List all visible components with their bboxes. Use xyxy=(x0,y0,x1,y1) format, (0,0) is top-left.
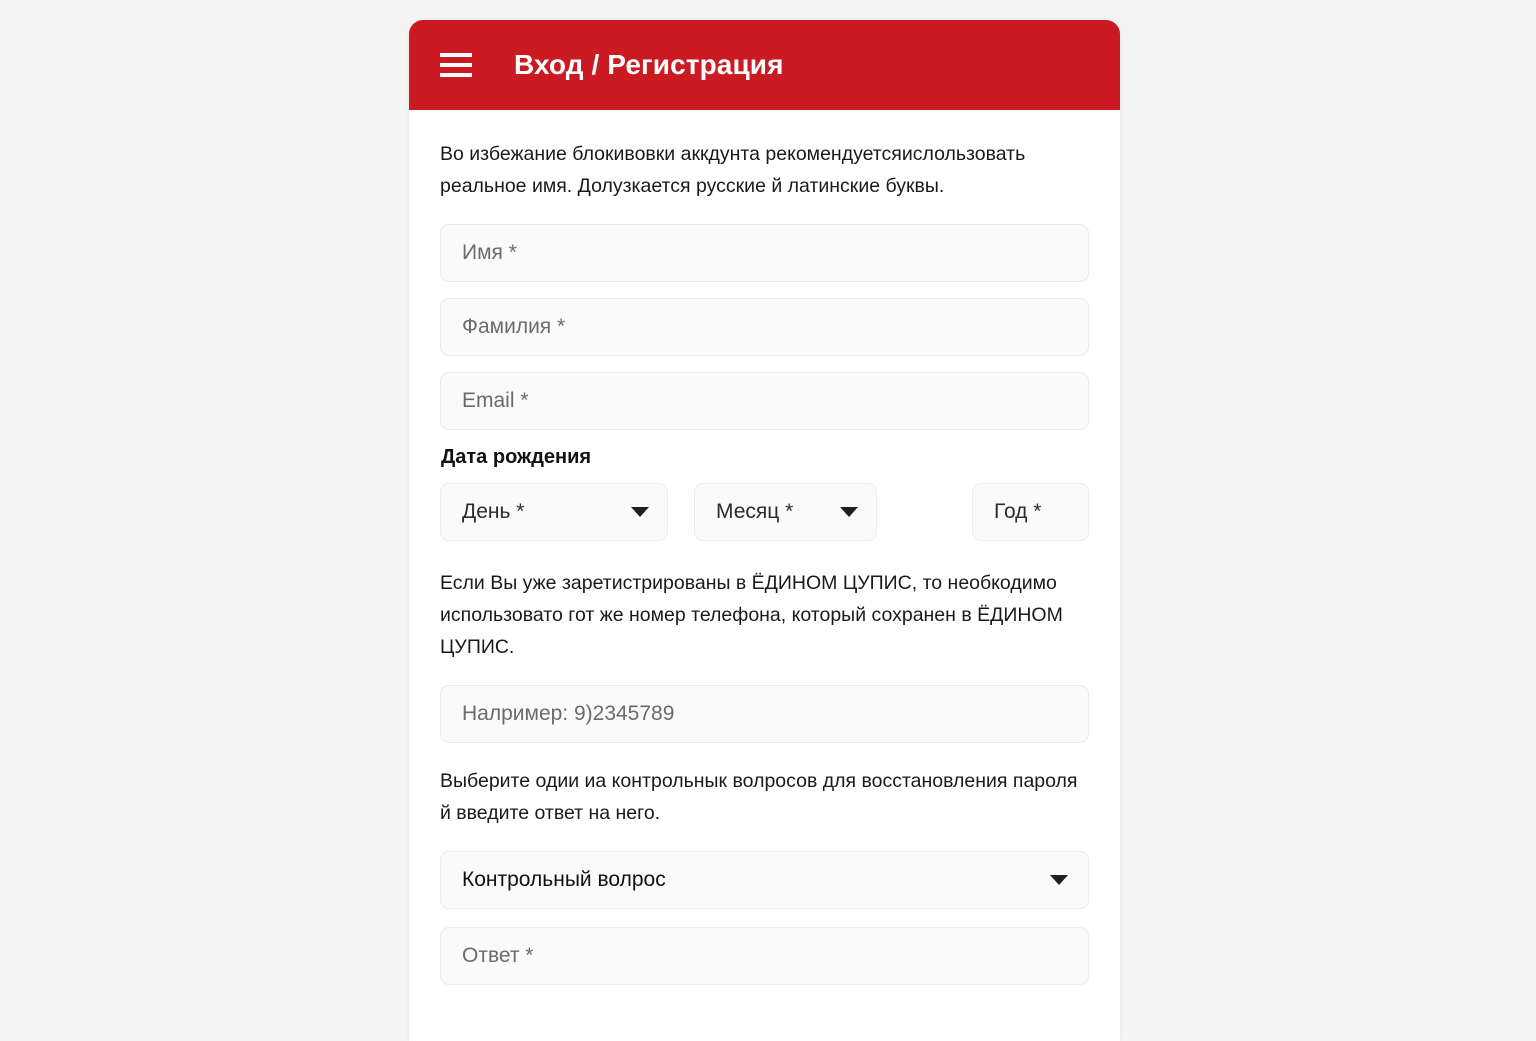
registration-form xyxy=(409,110,1120,1041)
dob-month-value: Месяц * xyxy=(716,500,794,523)
dob-month-select[interactable] xyxy=(694,483,877,541)
security-answer-input[interactable]: Ответ * xyxy=(440,927,1089,985)
last-name-input[interactable]: Фамилия * xyxy=(440,298,1089,356)
phone-input[interactable]: Налример: 9)2345789 xyxy=(440,685,1089,743)
hamburger-bar-3 xyxy=(440,73,472,77)
dob-year-value: Год * xyxy=(994,500,1042,523)
first-name-input[interactable]: Имя * xyxy=(440,224,1089,282)
security-question-help-text: Выберите одии иа контрольнык волросов для восстановления пароля й введите ответ на него. xyxy=(440,770,1078,824)
date-of-birth-row xyxy=(440,483,1089,541)
security-question-select[interactable] xyxy=(440,851,1089,909)
app-bar xyxy=(409,20,1120,110)
chevron-down-icon xyxy=(840,507,858,517)
security-question-value: Контрольный волрос xyxy=(462,868,666,891)
dob-day-value: День * xyxy=(462,500,525,523)
name-help-text: Во избежание блокивовки аккдунта рекомендуетсяислользовать реальное имя. Долузкается русские й латинские буквы. xyxy=(440,143,1026,197)
date-of-birth-label: Дата рождения xyxy=(441,446,592,468)
hamburger-bar-2 xyxy=(440,63,472,67)
chevron-down-icon xyxy=(1050,875,1068,885)
hamburger-bar-1 xyxy=(440,53,472,57)
hamburger-menu-icon[interactable] xyxy=(440,53,472,77)
dob-day-select[interactable] xyxy=(440,483,668,541)
dob-year-input[interactable] xyxy=(972,483,1089,541)
registration-card xyxy=(409,20,1120,1041)
cupis-help-text: Если Вы уже заретистрированы в ЁДИНОМ ЦУПИС, то необкодимо использовато гот же номер телефона, который сохранен в ЁДИНОМ ЦУПИС. xyxy=(440,572,1063,658)
chevron-down-icon xyxy=(631,507,649,517)
email-input[interactable]: Email * xyxy=(440,372,1089,430)
page-title: Вход / Регистрация xyxy=(514,49,784,80)
